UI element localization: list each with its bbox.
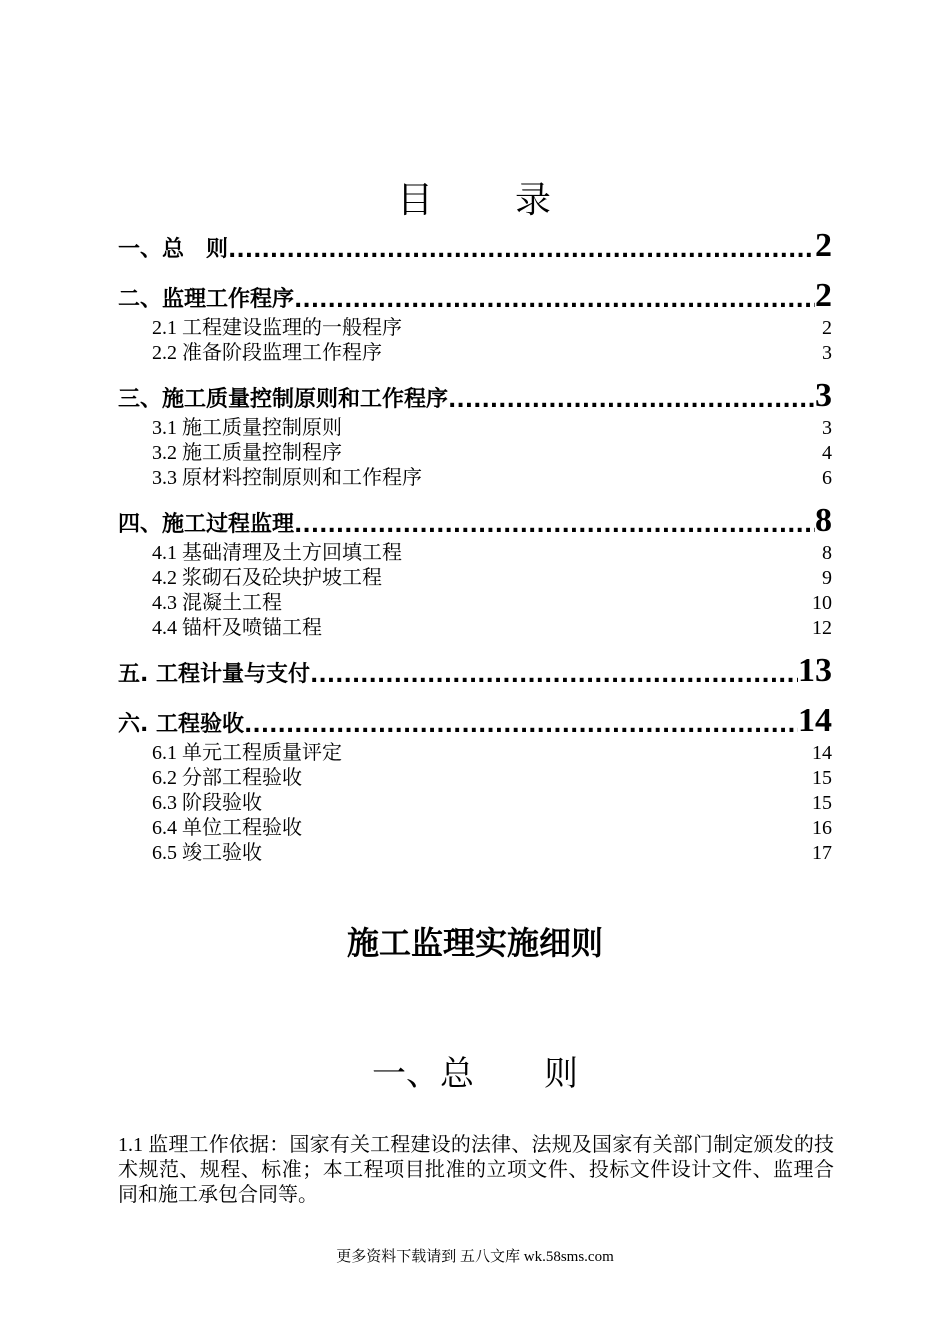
toc-section-page: 14 (798, 702, 832, 739)
toc-section-entry[interactable] (118, 376, 832, 416)
toc-subsection-entry[interactable] (118, 841, 832, 866)
toc-subsection-entry[interactable] (118, 441, 832, 466)
toc-subsection-entry[interactable] (118, 616, 832, 641)
toc-subsection-page: 14 (812, 742, 832, 764)
body-paragraph: 1.1 监理工作依据：国家有关工程建设的法律、法规及国家有关部门制定颁发的技术规范、规程、标准；本工程项目批准的立项文件、投标文件设计文件、监理合同和施工承包合同等。 (118, 1134, 834, 1206)
toc-dot-leader (228, 238, 815, 266)
toc-section-label: 一、总 则 (118, 237, 229, 262)
toc-section-entry[interactable] (118, 501, 832, 541)
toc-section-entry[interactable] (118, 226, 832, 266)
toc-dot-leader (294, 288, 815, 316)
toc-subsection-label: 3.3 原材料控制原则和工作程序 (152, 467, 422, 489)
toc-subsection-entry[interactable] (118, 591, 832, 616)
toc-subsection-page: 10 (812, 592, 832, 614)
toc-subsection-label: 6.4 单位工程验收 (152, 817, 302, 839)
toc-subsection-page: 3 (822, 417, 832, 439)
footer-note: 更多资料下载请到 五八文库 wk.58sms.com (336, 1249, 614, 1265)
toc-section-label: 三、施工质量控制原则和工作程序 (118, 387, 449, 412)
section-heading-right: 则 (544, 1054, 578, 1094)
toc-dot-leader (294, 513, 815, 541)
toc-subsection-page: 15 (812, 792, 832, 814)
toc-subsection-page: 9 (822, 567, 832, 589)
toc-subsection-label: 4.2 浆砌石及砼块护坡工程 (152, 567, 382, 589)
toc-section-label: 六. 工程验收 (118, 712, 245, 737)
toc-title-right: 录 (515, 180, 554, 220)
toc-section-label: 五. 工程计量与支付 (118, 662, 311, 687)
toc-subsection-label: 6.5 竣工验收 (152, 842, 262, 864)
toc-subsection-label: 2.1 工程建设监理的一般程序 (152, 317, 402, 339)
toc-subsection-entry[interactable] (118, 816, 832, 841)
toc-subsection-label: 4.1 基础清理及土方回填工程 (152, 542, 402, 564)
table-of-contents (118, 226, 832, 866)
toc-title (0, 172, 950, 223)
toc-section-entry[interactable] (118, 701, 832, 741)
toc-subsection-entry[interactable] (118, 766, 832, 791)
toc-subsection-entry[interactable] (118, 566, 832, 591)
toc-subsection-label: 2.2 准备阶段监理工作程序 (152, 342, 382, 364)
toc-section-label: 二、监理工作程序 (118, 287, 295, 312)
toc-subsection-entry[interactable] (118, 341, 832, 366)
toc-subsection-entry[interactable] (118, 741, 832, 766)
toc-dot-leader (244, 713, 798, 741)
toc-subsection-page: 8 (822, 542, 832, 564)
toc-section-page: 3 (815, 377, 832, 414)
toc-subsection-label: 4.4 锚杆及喷锚工程 (152, 617, 322, 639)
toc-section-entry[interactable] (118, 276, 832, 316)
toc-subsection-label: 3.2 施工质量控制程序 (152, 442, 342, 464)
toc-subsection-page: 4 (822, 442, 832, 464)
toc-title-left: 目 (396, 180, 435, 220)
toc-subsection-page: 15 (812, 767, 832, 789)
toc-dot-leader (448, 388, 815, 416)
toc-subsection-page: 2 (822, 317, 832, 339)
toc-subsection-entry[interactable] (118, 791, 832, 816)
toc-subsection-label: 6.2 分部工程验收 (152, 767, 302, 789)
toc-subsection-label: 3.1 施工质量控制原则 (152, 417, 342, 439)
toc-subsection-label: 6.1 单元工程质量评定 (152, 742, 342, 764)
toc-section-page: 13 (798, 652, 832, 689)
toc-dot-leader (310, 663, 798, 691)
toc-subsection-entry[interactable] (118, 466, 832, 491)
toc-subsection-label: 6.3 阶段验收 (152, 792, 262, 814)
toc-subsection-entry[interactable] (118, 316, 832, 341)
toc-section-page: 2 (815, 227, 832, 264)
toc-subsection-entry[interactable] (118, 416, 832, 441)
toc-subsection-page: 3 (822, 342, 832, 364)
section-heading (0, 1046, 950, 1095)
toc-subsection-label: 4.3 混凝土工程 (152, 592, 282, 614)
toc-subsection-entry[interactable] (118, 541, 832, 566)
document-title: 施工监理实施细则 (346, 924, 603, 962)
toc-subsection-page: 6 (822, 467, 832, 489)
section-heading-left: 一、总 (372, 1054, 474, 1094)
toc-subsection-page: 12 (812, 617, 832, 639)
toc-subsection-page: 17 (812, 842, 832, 864)
toc-section-entry[interactable] (118, 651, 832, 691)
toc-subsection-page: 16 (812, 817, 832, 839)
toc-section-page: 2 (815, 277, 832, 314)
toc-section-label: 四、施工过程监理 (118, 512, 295, 537)
toc-section-page: 8 (815, 502, 832, 539)
